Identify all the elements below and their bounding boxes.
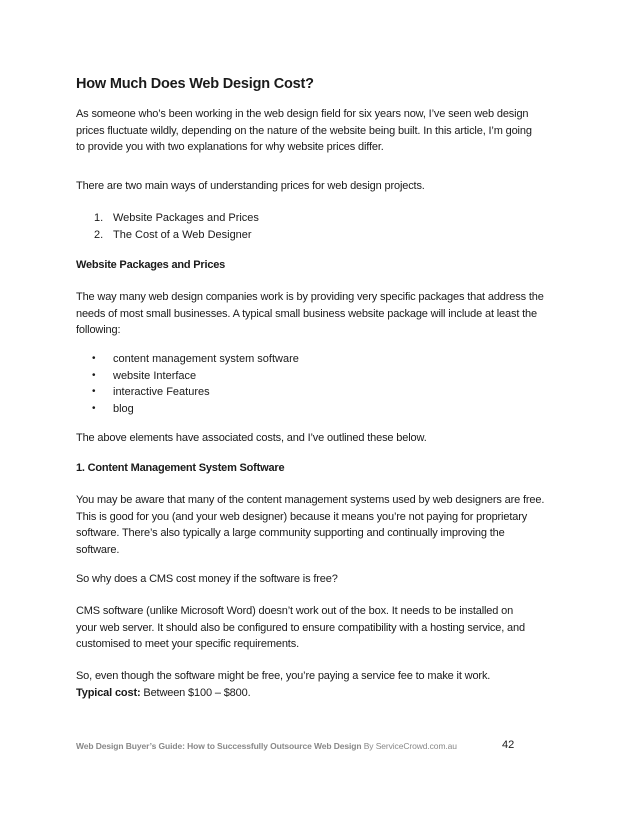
- packages-paragraph: [76, 289, 566, 339]
- numbered-list: [76, 210, 259, 243]
- list-item: [76, 401, 299, 418]
- section-heading: Website Packages and Prices: [76, 259, 226, 271]
- list-item: [76, 368, 299, 385]
- bullet-list: [76, 351, 299, 417]
- list-item: [76, 210, 259, 227]
- bullet-icon: •: [92, 369, 96, 381]
- list-item: [76, 384, 299, 401]
- list-item: [76, 351, 299, 368]
- typical-cost-line: [76, 685, 566, 702]
- cms-line: You may be aware that many of the content management systems used by web designers are free.: [76, 494, 545, 506]
- packages-line: The way many web design companies work is by providing very specific packages that address the: [76, 291, 544, 303]
- list-item-text: The Cost of a Web Designer: [113, 228, 252, 241]
- list-item-text: content management system software: [113, 353, 299, 365]
- packages-line: following:: [76, 324, 121, 336]
- list-item-text: blog: [113, 402, 134, 415]
- list-item-text: website Interface: [113, 369, 197, 382]
- page-number: 42: [502, 739, 515, 751]
- bullet-icon: •: [92, 353, 96, 364]
- cms-paragraph: [76, 492, 566, 558]
- intro-line: As someone who’s been working in the web design field for six years now, I’ve seen web design: [76, 108, 529, 120]
- intro-line: prices fluctuate wildly, depending on the nature of the website being built. In this article, I’m going: [76, 124, 532, 137]
- list-number: 2.: [94, 228, 104, 241]
- bullet-icon: •: [92, 386, 96, 397]
- packages-line: needs of most small businesses. A typical small business website package will include at least the: [76, 307, 537, 320]
- service-fee-line: So, even though the software might be free, you’re paying a service fee to make it work.: [76, 670, 491, 682]
- list-item: [76, 227, 259, 244]
- footer-guide-title: Web Design Buyer’s Guide: How to Successfully Outsource Web Design: [76, 741, 362, 751]
- intro-paragraph: [76, 106, 566, 156]
- intro-line: to provide you with two explanations for why website prices differ.: [76, 141, 384, 153]
- two-ways-paragraph: There are two main ways of understanding prices for web design projects.: [76, 180, 425, 192]
- cms-line: software.: [76, 543, 120, 556]
- footer-byline: By ServiceCrowd.com.au: [361, 741, 457, 751]
- install-line: CMS software (unlike Microsoft Word) doesn’t work out of the box. It needs to be installed on: [76, 605, 514, 617]
- service-fee-paragraph: [76, 668, 566, 701]
- page-footer: [76, 741, 457, 751]
- typical-cost-value: Between $100 – $800.: [140, 686, 251, 699]
- subsection-heading: 1. Content Management System Software: [76, 462, 285, 474]
- list-item-text: interactive Features: [113, 386, 210, 398]
- list-number: 1.: [94, 212, 104, 224]
- costs-paragraph: The above elements have associated costs, and I’ve outlined these below.: [76, 432, 427, 444]
- cms-line: This is good for you (and your web designer) because it means you’re not paying for proprietary: [76, 510, 528, 523]
- install-line: your web server. It should also be configured to ensure compatibility with a hosting service, and: [76, 621, 525, 634]
- install-paragraph: [76, 603, 566, 653]
- install-line: customised to meet your specific requirements.: [76, 638, 299, 650]
- question-paragraph: So why does a CMS cost money if the software is free?: [76, 573, 338, 585]
- page-title: How Much Does Web Design Cost?: [76, 76, 314, 92]
- bullet-icon: •: [92, 402, 96, 414]
- cms-line: software. There’s also typically a large community supporting and continually improving the: [76, 527, 505, 539]
- typical-cost-label: Typical cost:: [76, 686, 141, 699]
- list-item-text: Website Packages and Prices: [113, 212, 259, 224]
